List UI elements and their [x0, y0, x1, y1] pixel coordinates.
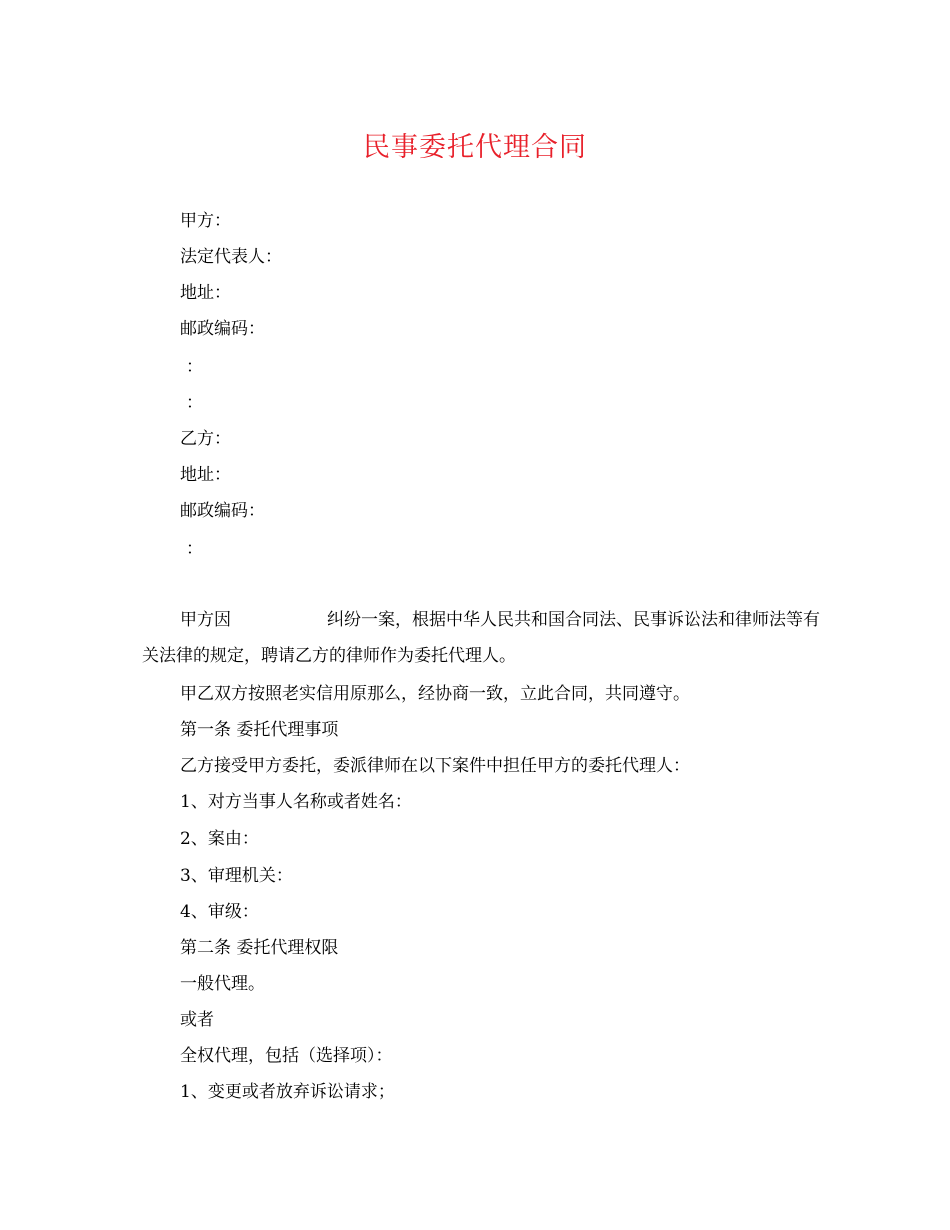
article-1-body: 乙方接受甲方委托，委派律师在以下案件中担任甲方的委托代理人：: [180, 756, 690, 776]
general-agency-option: 一般代理。: [180, 974, 265, 994]
party-a-address-label: 地址：: [180, 283, 231, 303]
party-a-field-blank-1: ：: [186, 357, 203, 377]
party-b-label: 乙方：: [180, 429, 231, 449]
document-title: 民事委托代理合同: [363, 132, 587, 163]
intro-paragraph: [142, 602, 822, 674]
article-1-heading: 第一条 委托代理事项: [180, 720, 339, 740]
legal-representative-label: 法定代表人：: [180, 247, 282, 267]
good-faith-clause: 甲乙双方按照老实信用原那么，经协商一致，立此合同，共同遵守。: [180, 684, 690, 704]
party-a-label: 甲方：: [180, 211, 231, 231]
list-item-cause: 2、案由：: [180, 829, 259, 849]
article-2-heading: 第二条 委托代理权限: [180, 938, 339, 958]
party-b-postcode-label: 邮政编码：: [180, 501, 265, 521]
party-b-address-label: 地址：: [180, 465, 231, 485]
intro-part-1: 甲方因: [180, 610, 231, 630]
list-item-instance-level: 4、审级：: [180, 902, 259, 922]
party-b-field-blank-1: ：: [186, 539, 203, 559]
intro-part-2: 纠纷一案，根据中华人民共和国合同法、民事诉讼法和律师法等有关法律的规定，聘请乙方的律师作为委托代理人。: [142, 610, 820, 666]
list-item-opponent-name: 1、对方当事人名称或者姓名：: [180, 792, 412, 812]
party-a-postcode-label: 邮政编码：: [180, 319, 265, 339]
full-agency-item-1: 1、变更或者放弃诉讼请求；: [180, 1082, 395, 1102]
or-separator: 或者: [180, 1010, 214, 1030]
party-a-field-blank-2: ：: [186, 393, 203, 413]
list-item-court: 3、审理机关：: [180, 866, 293, 886]
full-agency-option: 全权代理，包括（选择项）：: [180, 1046, 393, 1066]
